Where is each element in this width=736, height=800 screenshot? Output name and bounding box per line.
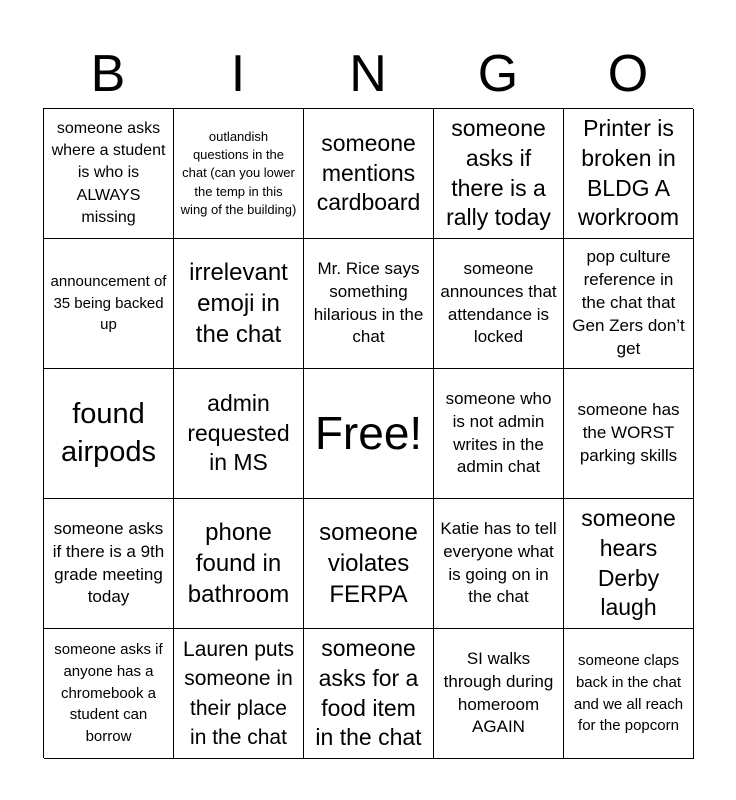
bingo-cell[interactable] <box>434 239 564 369</box>
header-letter-i: I <box>230 45 246 103</box>
bingo-cell[interactable] <box>564 629 694 759</box>
bingo-cell[interactable] <box>44 109 174 239</box>
cell-text: Katie has to tell everyone what is going on in the chat <box>440 518 557 607</box>
header-letter-g: G <box>477 45 519 103</box>
header-letter-n: N <box>349 45 387 103</box>
bingo-cell[interactable] <box>304 499 434 629</box>
cell-text: announcement of 35 being backed up <box>50 272 167 334</box>
cell-text: someone claps back in the chat and we all reach for the popcorn <box>573 652 684 735</box>
cell-text: admin requested in MS <box>187 389 290 476</box>
cell-text: someone asks if there is a 9th grade meeting today <box>52 518 165 607</box>
cell-text: someone violates FERPA <box>319 518 418 609</box>
bingo-cell[interactable] <box>174 109 304 239</box>
cell-text: Lauren puts someone in their place in the chat <box>183 637 294 749</box>
bingo-cell[interactable] <box>174 239 304 369</box>
cell-text: someone has the WORST parking skills <box>577 400 680 465</box>
bingo-cell[interactable] <box>304 629 434 759</box>
bingo-cell[interactable] <box>44 369 174 499</box>
header-letter-b: B <box>90 45 126 103</box>
cell-text: Printer is broken in BLDG A workroom <box>578 114 679 231</box>
bingo-cell[interactable] <box>174 499 304 629</box>
bingo-cell[interactable] <box>564 239 694 369</box>
cell-text: someone announces that attendance is locked <box>440 258 557 347</box>
cell-text: SI walks through during homeroom AGAIN <box>443 648 554 737</box>
bingo-grid <box>43 108 693 758</box>
bingo-cell[interactable] <box>434 109 564 239</box>
bingo-cell-free-space[interactable] <box>304 369 434 499</box>
cell-text: pop culture reference in the chat that Gen Zers don’t get <box>572 247 685 358</box>
bingo-cell[interactable] <box>44 629 174 759</box>
bingo-cell[interactable] <box>44 239 174 369</box>
bingo-cell[interactable] <box>304 109 434 239</box>
cell-text: someone mentions cardboard <box>316 129 421 216</box>
cell-text: someone who is not admin writes in the admin chat <box>445 388 552 477</box>
bingo-cell[interactable] <box>174 369 304 499</box>
cell-text: irrelevant emoji in the chat <box>189 258 288 349</box>
bingo-cell[interactable] <box>304 239 434 369</box>
cell-text: phone found in bathroom <box>187 518 290 609</box>
bingo-cell[interactable] <box>44 499 174 629</box>
bingo-header <box>43 40 693 108</box>
cell-text: found airpods <box>60 397 157 468</box>
bingo-cell[interactable] <box>174 629 304 759</box>
cell-text: someone asks where a student is who is ALWAYS missing <box>51 119 166 227</box>
bingo-cell[interactable] <box>564 499 694 629</box>
bingo-cell[interactable] <box>434 499 564 629</box>
cell-text: someone asks if anyone has a chromebook a student can borrow <box>54 641 163 746</box>
bingo-cell[interactable] <box>434 629 564 759</box>
bingo-cell[interactable] <box>434 369 564 499</box>
cell-text: someone asks if there is a rally today <box>446 114 551 231</box>
free-space-text: Free! <box>314 407 423 460</box>
cell-text: Mr. Rice says something hilarious in the chat <box>313 258 424 347</box>
bingo-cell[interactable] <box>564 369 694 499</box>
cell-text: outlandish questions in the chat (can you lower the temp in this wing of the building) <box>180 129 297 217</box>
header-letter-o: O <box>607 45 649 103</box>
cell-text: someone asks for a food item in the chat <box>315 634 422 751</box>
bingo-cell[interactable] <box>564 109 694 239</box>
cell-text: someone hears Derby laugh <box>581 504 676 621</box>
